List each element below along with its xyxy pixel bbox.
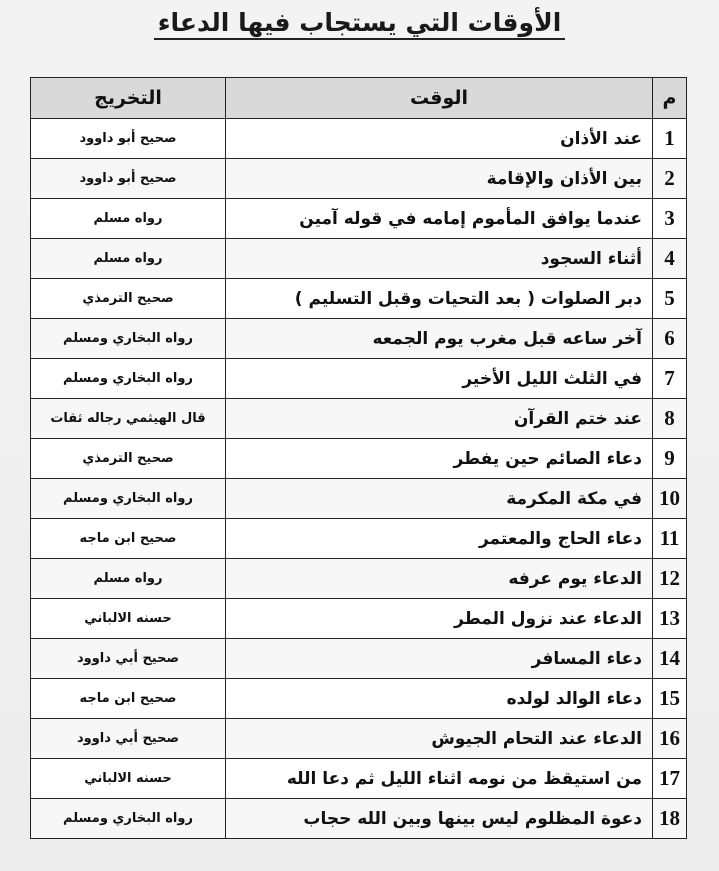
row-time: دعاء الوالد لولده bbox=[226, 679, 653, 719]
row-source: حسنه الالباني bbox=[31, 599, 226, 639]
row-number: 16 bbox=[653, 719, 687, 759]
row-time: من استيقظ من نومه اثناء الليل ثم دعا الله bbox=[226, 759, 653, 799]
row-number: 3 bbox=[653, 199, 687, 239]
row-number: 9 bbox=[653, 439, 687, 479]
row-number: 1 bbox=[653, 119, 687, 159]
row-time: دعاء الحاج والمعتمر bbox=[226, 519, 653, 559]
row-time: في الثلث الليل الأخير bbox=[226, 359, 653, 399]
row-time: بين الأذان والإقامة bbox=[226, 159, 653, 199]
row-source: رواه مسلم bbox=[31, 199, 226, 239]
table-row bbox=[31, 319, 687, 359]
row-number: 4 bbox=[653, 239, 687, 279]
row-source: صحيح الترمذي bbox=[31, 279, 226, 319]
row-number: 14 bbox=[653, 639, 687, 679]
header-time: الوقت bbox=[226, 78, 653, 119]
prayer-times-table bbox=[30, 77, 687, 839]
row-time: الدعاء عند نزول المطر bbox=[226, 599, 653, 639]
table-row bbox=[31, 599, 687, 639]
row-time: أثناء السجود bbox=[226, 239, 653, 279]
row-number: 10 bbox=[653, 479, 687, 519]
table-row bbox=[31, 399, 687, 439]
row-time: عندما يوافق المأموم إمامه في قوله آمين bbox=[226, 199, 653, 239]
row-time: دعاء الصائم حين يفطر bbox=[226, 439, 653, 479]
table-row bbox=[31, 199, 687, 239]
table-row bbox=[31, 119, 687, 159]
table-row bbox=[31, 759, 687, 799]
row-source: رواه البخاري ومسلم bbox=[31, 359, 226, 399]
row-number: 6 bbox=[653, 319, 687, 359]
table-row bbox=[31, 239, 687, 279]
row-source: رواه مسلم bbox=[31, 559, 226, 599]
row-time: آخر ساعه قبل مغرب يوم الجمعه bbox=[226, 319, 653, 359]
row-number: 5 bbox=[653, 279, 687, 319]
table-row bbox=[31, 559, 687, 599]
page-title bbox=[0, 8, 719, 37]
row-time: دعاء المسافر bbox=[226, 639, 653, 679]
page-title-text: الأوقات التي يستجاب فيها الدعاء bbox=[154, 8, 566, 40]
row-source: صحيح ابن ماجه bbox=[31, 679, 226, 719]
table-row bbox=[31, 479, 687, 519]
row-time: في مكة المكرمة bbox=[226, 479, 653, 519]
row-time: عند ختم القرآن bbox=[226, 399, 653, 439]
table-row bbox=[31, 359, 687, 399]
table-row bbox=[31, 519, 687, 559]
row-number: 11 bbox=[653, 519, 687, 559]
row-time: دعوة المظلوم ليس بينها وبين الله حجاب bbox=[226, 799, 653, 839]
row-number: 7 bbox=[653, 359, 687, 399]
table-body bbox=[31, 119, 687, 839]
row-number: 2 bbox=[653, 159, 687, 199]
row-number: 17 bbox=[653, 759, 687, 799]
table-row bbox=[31, 719, 687, 759]
row-source: رواه البخاري ومسلم bbox=[31, 319, 226, 359]
row-source: صحيح ابن ماجه bbox=[31, 519, 226, 559]
row-time: دبر الصلوات ( بعد التحيات وقبل التسليم ) bbox=[226, 279, 653, 319]
row-number: 12 bbox=[653, 559, 687, 599]
row-source: رواه البخاري ومسلم bbox=[31, 479, 226, 519]
table-row bbox=[31, 639, 687, 679]
row-number: 18 bbox=[653, 799, 687, 839]
table-row bbox=[31, 159, 687, 199]
row-source: صحيح أبو داوود bbox=[31, 159, 226, 199]
row-number: 15 bbox=[653, 679, 687, 719]
row-source: صحيح أبي داوود bbox=[31, 639, 226, 679]
row-number: 13 bbox=[653, 599, 687, 639]
table-row bbox=[31, 439, 687, 479]
row-time: الدعاء يوم عرفه bbox=[226, 559, 653, 599]
row-source: حسنه الالباني bbox=[31, 759, 226, 799]
table-row bbox=[31, 279, 687, 319]
row-time: عند الأذان bbox=[226, 119, 653, 159]
row-time: الدعاء عند التحام الجيوش bbox=[226, 719, 653, 759]
table-header-row bbox=[31, 78, 687, 119]
row-source: قال الهيثمي رجاله ثقات bbox=[31, 399, 226, 439]
row-source: صحيح الترمذي bbox=[31, 439, 226, 479]
table-row bbox=[31, 799, 687, 839]
header-num: م bbox=[653, 78, 687, 119]
row-source: صحيح أبو داوود bbox=[31, 119, 226, 159]
row-source: صحيح أبي داوود bbox=[31, 719, 226, 759]
table-row bbox=[31, 679, 687, 719]
row-source: رواه البخاري ومسلم bbox=[31, 799, 226, 839]
row-source: رواه مسلم bbox=[31, 239, 226, 279]
row-number: 8 bbox=[653, 399, 687, 439]
header-source: التخريج bbox=[31, 78, 226, 119]
